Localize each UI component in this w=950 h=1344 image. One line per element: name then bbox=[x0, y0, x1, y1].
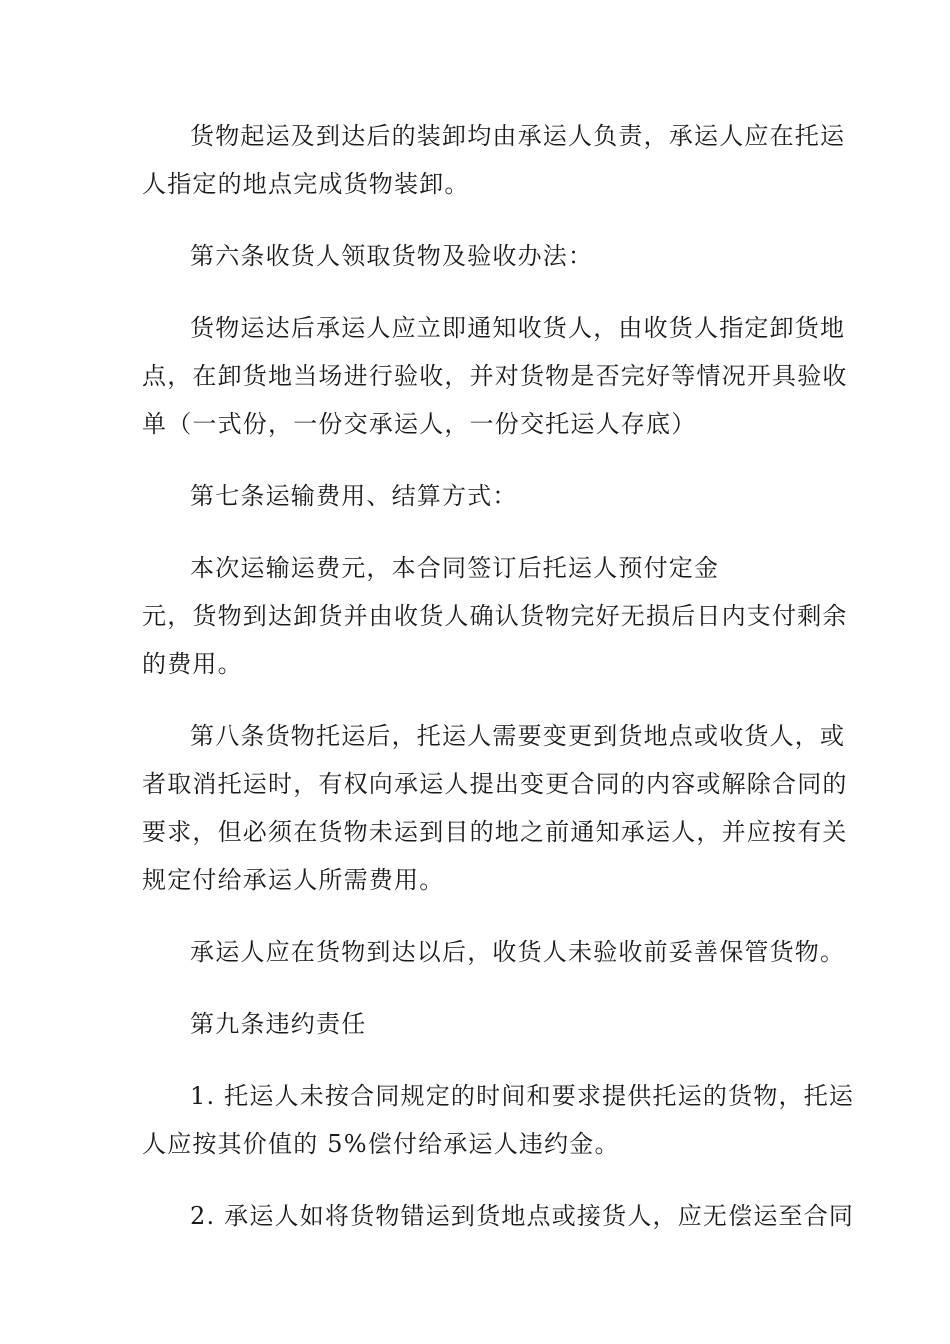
text-line: 本次运输运费元，本合同签订后托运人预付定金 bbox=[190, 554, 720, 582]
document-page bbox=[142, 112, 855, 1264]
text-line: 货物运达后承运人应立即通知收货人，由收货人指定卸货地 bbox=[190, 314, 846, 342]
text-line: 第七条运输费用、结算方式： bbox=[190, 482, 518, 510]
paragraph-acceptance bbox=[142, 304, 848, 448]
text-line: 承运人应在货物到达以后，收货人未验收前妥善保管货物。 bbox=[190, 938, 846, 966]
article-7-heading bbox=[142, 472, 808, 520]
text-line: 人指定的地点完成货物装卸。 bbox=[142, 170, 470, 198]
article-8-paragraph bbox=[142, 712, 848, 904]
text-line: 规定付给承运人所需费用。 bbox=[142, 866, 445, 894]
paragraph-loading-unloading bbox=[142, 112, 846, 208]
clause-1-paragraph bbox=[142, 1072, 855, 1168]
text-line: 元，货物到达卸货并由收货人确认货物完好无损后日内支付剩余 bbox=[142, 602, 848, 630]
text-line: 者取消托运时，有权向承运人提出变更合同的内容或解除合同的 bbox=[142, 770, 848, 798]
text-line: 1. 托运人未按合同规定的时间和要求提供托运的货物，托运 bbox=[190, 1082, 855, 1110]
text-line: 要求，但必须在货物未运到目的地之前通知承运人，并应按有关 bbox=[142, 818, 848, 846]
clause-2-paragraph bbox=[142, 1192, 855, 1240]
text-line: 2. 承运人如将货物错运到货地点或接货人，应无偿运至合同 bbox=[190, 1202, 855, 1230]
paragraph-freight-payment bbox=[142, 544, 848, 688]
article-9-heading bbox=[142, 1000, 808, 1048]
text-line: 第六条收货人领取货物及验收办法： bbox=[190, 242, 594, 270]
text-line: 第八条货物托运后，托运人需要变更到货地点或收货人，或 bbox=[190, 722, 846, 750]
text-line: 的费用。 bbox=[142, 650, 243, 678]
text-line: 货物起运及到达后的装卸均由承运人负责，承运人应在托运 bbox=[190, 122, 846, 150]
text-line: 点，在卸货地当场进行验收，并对货物是否完好等情况开具验收 bbox=[142, 362, 848, 390]
text-line: 人应按其价值的 5%偿付给承运人违约金。 bbox=[142, 1130, 620, 1158]
text-line: 第九条违约责任 bbox=[190, 1010, 367, 1038]
article-6-heading bbox=[142, 232, 808, 280]
text-line: 单（一式份，一份交承运人，一份交托运人存底） bbox=[142, 410, 697, 438]
paragraph-safekeeping bbox=[142, 928, 846, 976]
